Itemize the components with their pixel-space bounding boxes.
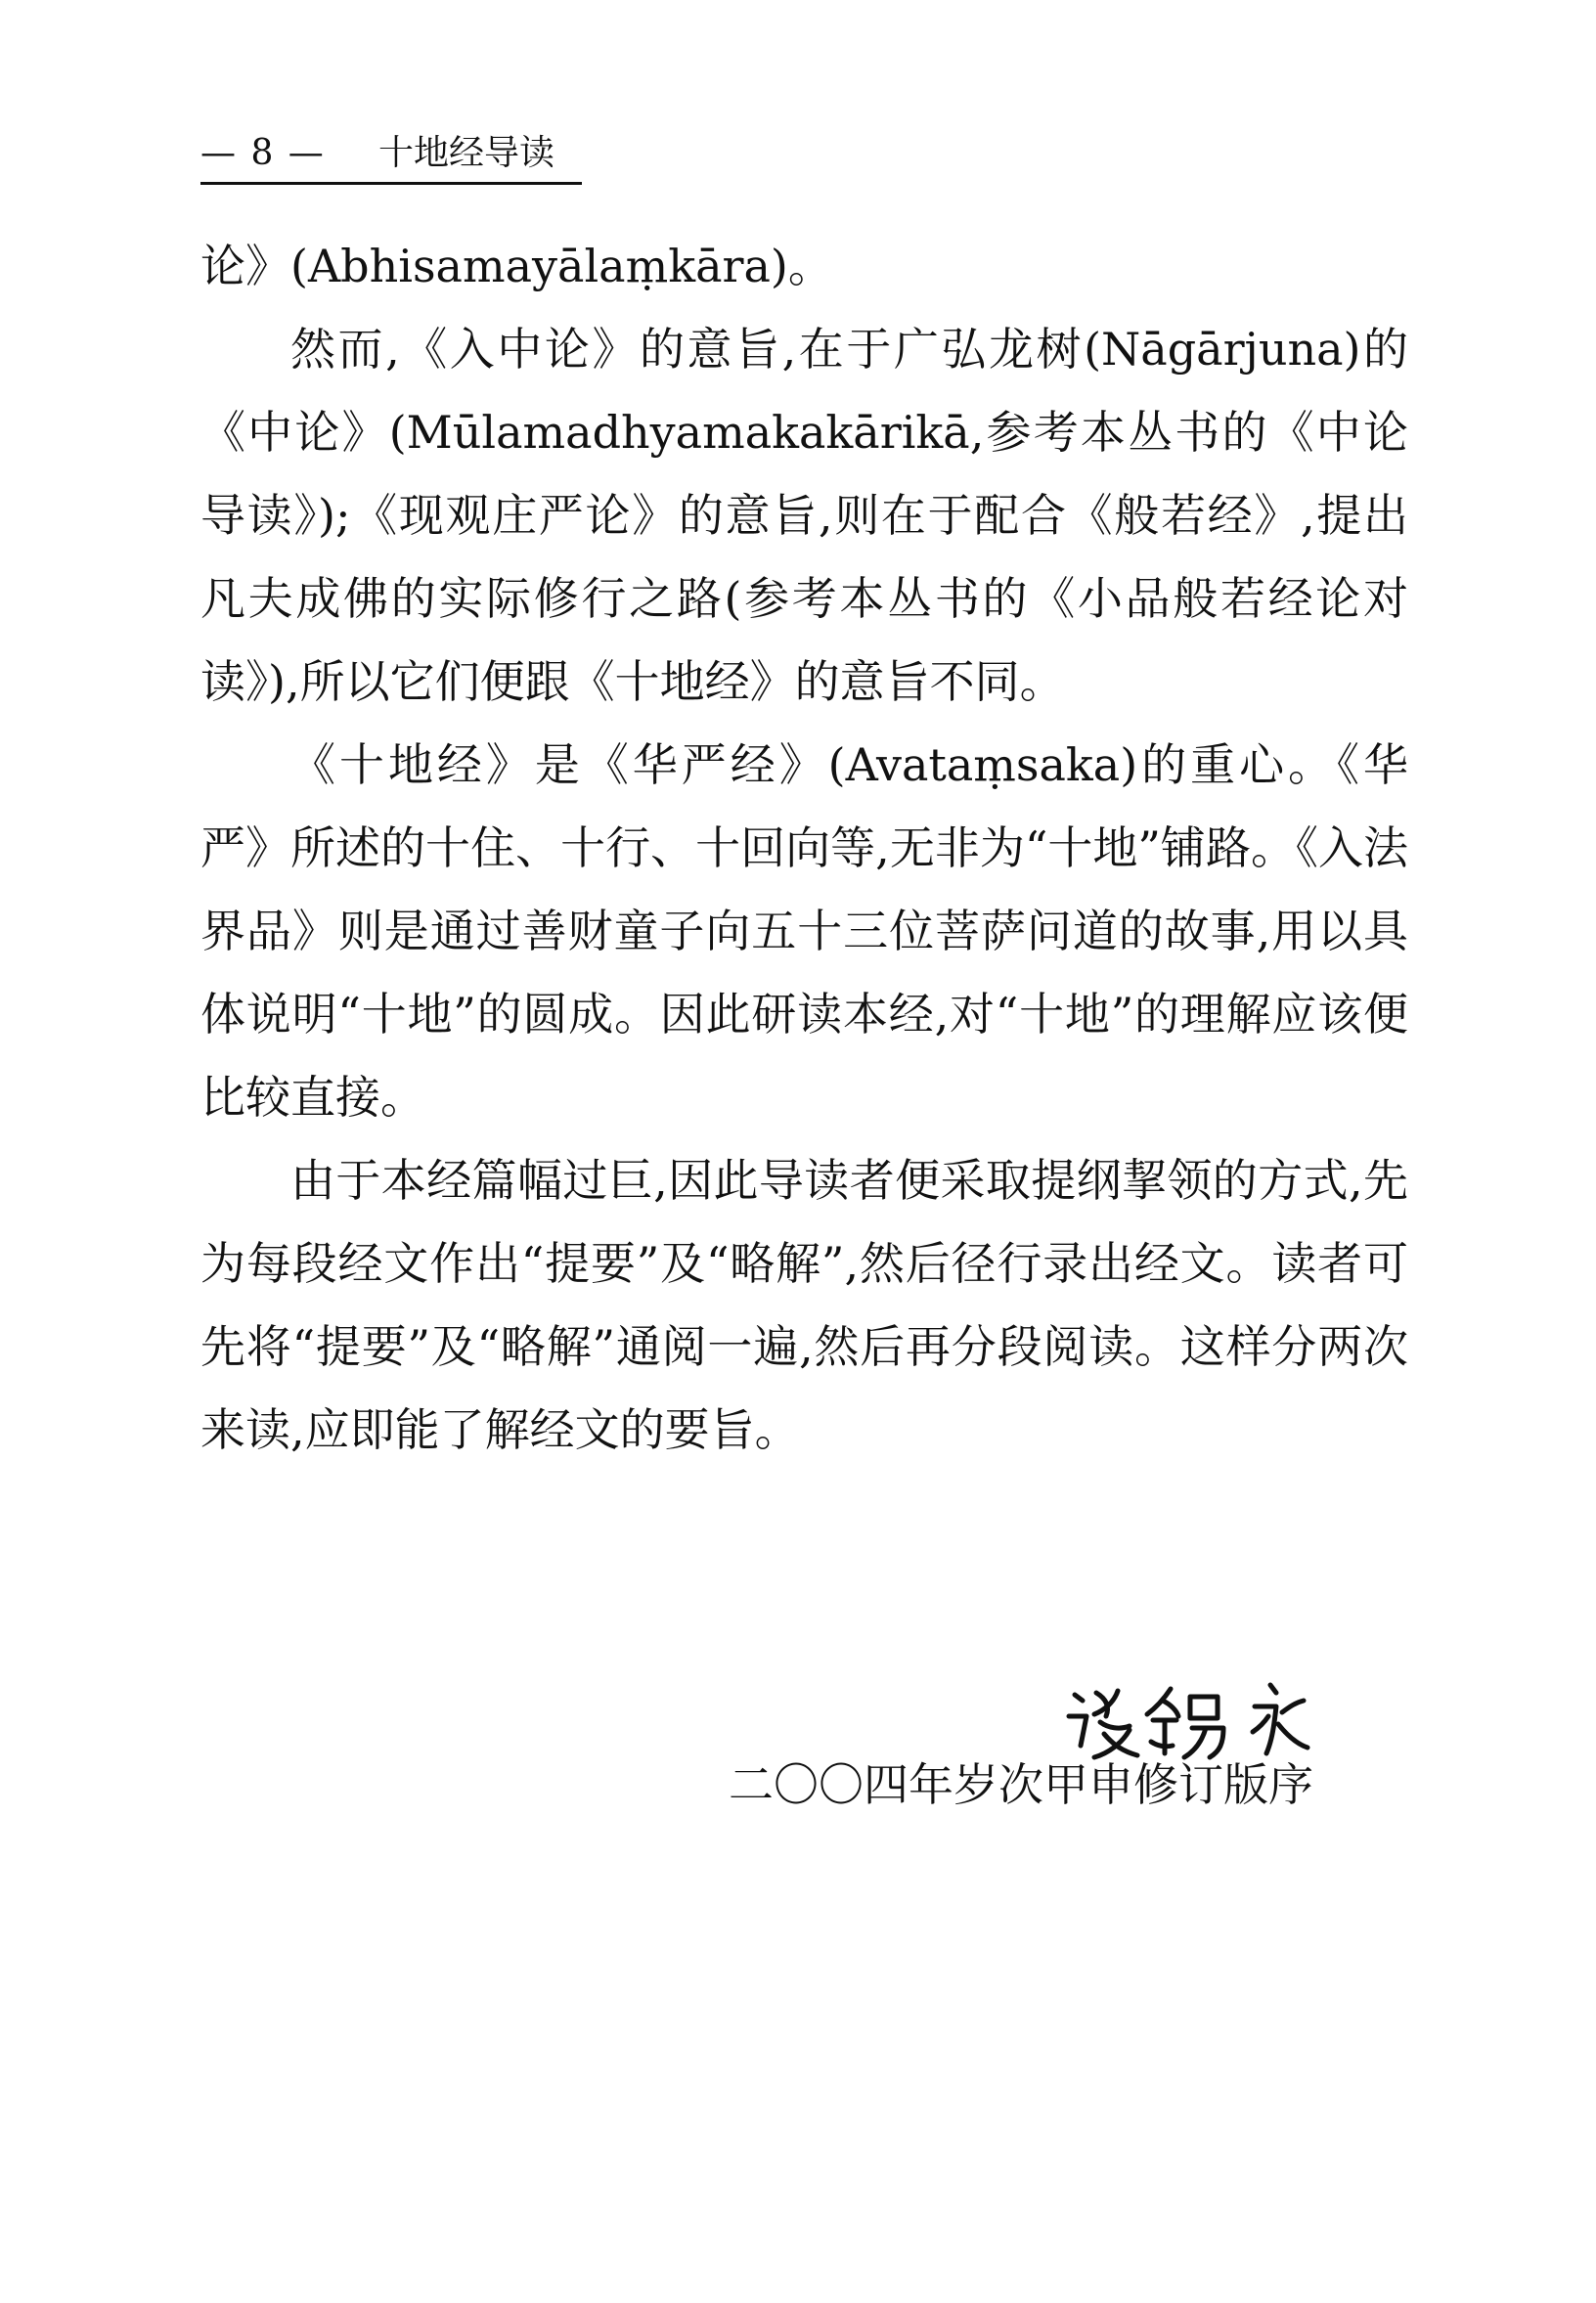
header-rule bbox=[200, 182, 582, 185]
date-line: 二〇〇四年岁次甲申修订版序 bbox=[729, 1758, 1313, 1811]
paragraph: 然而,《入中论》的意旨,在于广弘龙树(Nāgārjuna)的《中论》(Mūlamadhyamakakārikā,参考本丛书的《中论导读》);《现观庄严论》的意旨,则在于配合《般若经》,提出凡夫成佛的实际修行之路(参考本丛书的《小品般若经论对读》),所以它们便跟《十地经》的意旨不同。 bbox=[200, 323, 1408, 708]
paragraph-continuation: 论》(Abhisamayālaṃkāra)。 bbox=[200, 240, 833, 292]
book-title: 十地经导读 bbox=[378, 133, 555, 173]
running-header bbox=[200, 132, 582, 175]
paragraph: 由于本经篇幅过巨,因此导读者便采取提纲挈领的方式,先为每段经文作出“提要”及“略解”,然后径行录出经文。读者可先将“提要”及“略解”通阅一遍,然后再分段阅读。这样分两次来读,应即能了解经文的要旨。 bbox=[200, 1154, 1408, 1456]
page-number: — 8 — bbox=[200, 133, 326, 173]
paragraph: 《十地经》是《华严经》(Avataṃsaka)的重心。《华严》所述的十住、十行、十回向等,无非为“十地”铺路。《入法界品》则是通过善财童子向五十三位菩萨问道的故事,用以具体说明“十地”的圆成。因此研读本经,对“十地”的理解应该便比较直接。 bbox=[200, 738, 1408, 1124]
body-text bbox=[200, 225, 1408, 1472]
